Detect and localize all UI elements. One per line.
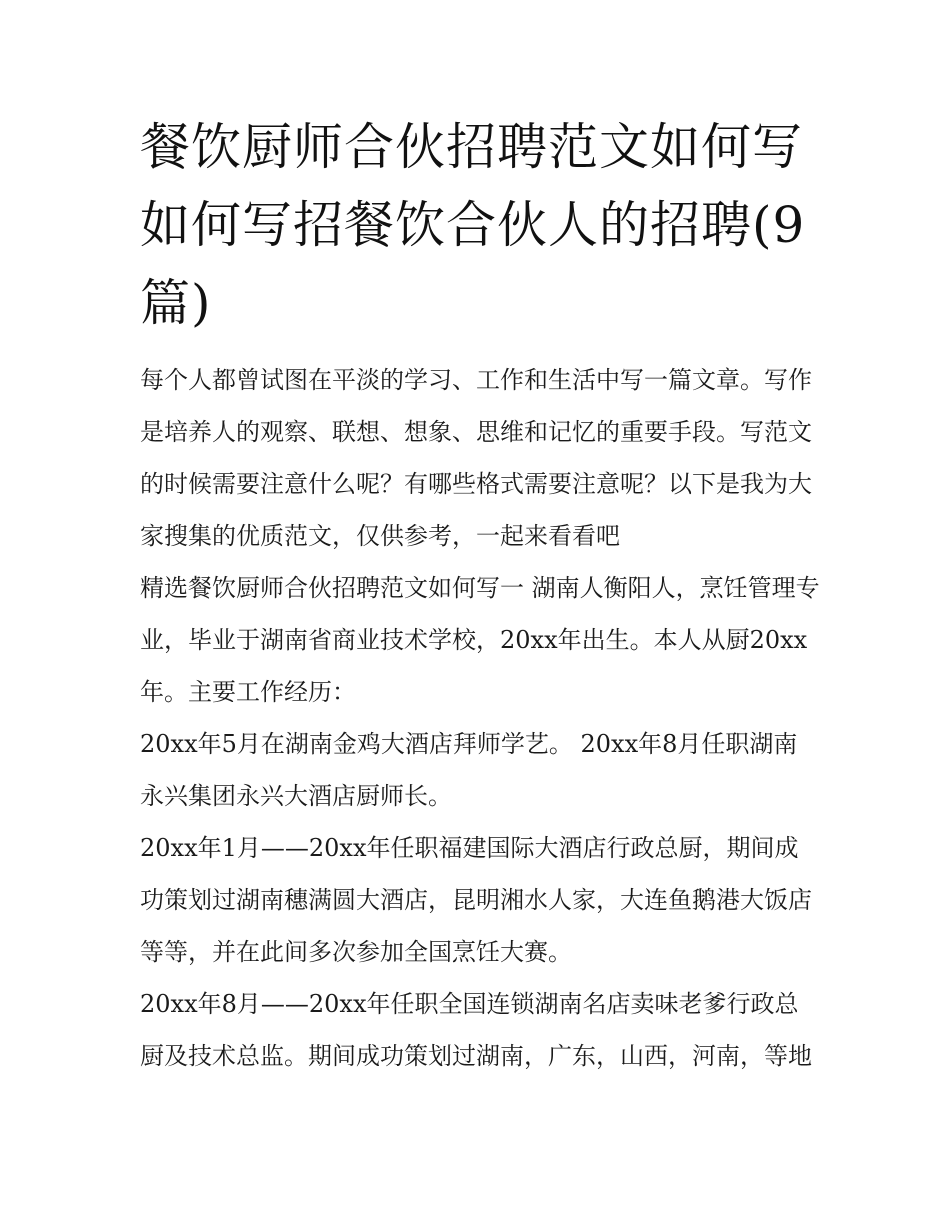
experience-paragraph: 20xx年5月在湖南金鸡大酒店拜师学艺。 20xx年8月任职湖南永兴集团永兴大酒店厨师长。 (140, 730, 798, 810)
document-body (140, 354, 820, 1082)
intro-paragraph: 每个人都曾试图在平淡的学习、工作和生活中写一篇文章。写作是培养人的观察、联想、想象、思维和记忆的重要手段。写范文的时候需要注意什么呢？有哪些格式需要注意呢？以下是我为大家搜集的优质范文，仅供参考，一起来看看吧 (140, 366, 812, 550)
document-title: 餐饮厨师合伙招聘范文如何写如何写招餐饮合伙人的招聘(9篇) (140, 118, 806, 332)
profile-paragraph: 精选餐饮厨师合伙招聘范文如何写一 湖南人衡阳人，烹饪管理专业，毕业于湖南省商业技术学校，20xx年出生。本人从厨20xx年。主要工作经历： (140, 574, 820, 706)
experience-paragraph: 20xx年1月——20xx年任职福建国际大酒店行政总厨，期间成功策划过湖南穗满圆大酒店，昆明湘水人家，大连鱼鹅港大饭店等等，并在此间多次参加全国烹饪大赛。 (140, 834, 812, 966)
experience-paragraph: 20xx年8月——20xx年任职全国连锁湖南名店卖味老爹行政总厨及技术总监。期间成功策划过湖南，广东，山西，河南，等地 (140, 990, 812, 1070)
